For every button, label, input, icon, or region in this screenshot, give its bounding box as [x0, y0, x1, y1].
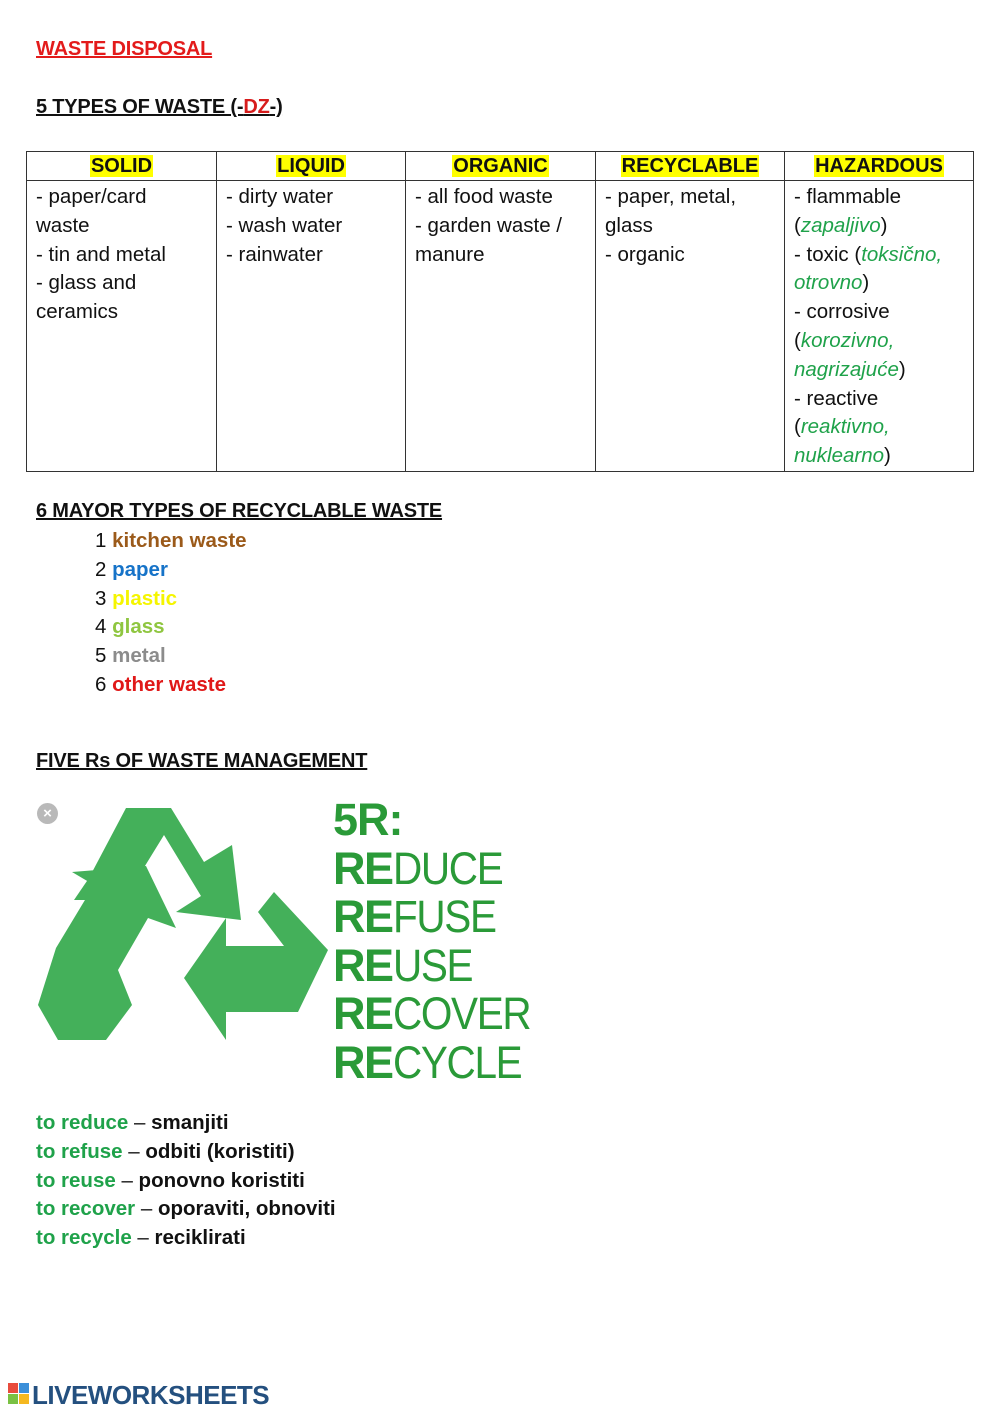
cell-line: - paper/card [36, 185, 147, 208]
cell-line: - paper, metal, [605, 185, 737, 208]
dash: – [128, 1111, 152, 1134]
hazard-reactive: - reactive [794, 386, 879, 410]
item-label: metal [112, 644, 166, 668]
header-recyclable [596, 152, 785, 181]
translation: zapaljivo [800, 213, 881, 237]
paren-close: ) [884, 444, 891, 468]
hazard-reactive-translation [794, 413, 965, 442]
header-hazardous [785, 152, 974, 181]
translation: toksično, [861, 242, 943, 266]
item-label: plastic [112, 586, 178, 610]
cell-recyclable [596, 181, 785, 472]
r-word-rest: CYCLE [392, 1036, 521, 1088]
cell-line: - all food waste [415, 185, 553, 208]
dash: – [135, 1197, 158, 1221]
translation: korozivno, [800, 328, 895, 352]
header-liquid-label: LIQUID [277, 154, 345, 177]
recycle-icon [36, 800, 336, 1085]
list-item [95, 585, 247, 614]
term-en: to refuse [36, 1139, 123, 1163]
hazard-flammable-translation [794, 212, 965, 241]
term-hr: smanjiti [151, 1111, 229, 1134]
term-en: to reduce [36, 1111, 129, 1134]
item-label: glass [112, 615, 165, 639]
cell-solid [27, 181, 217, 472]
paren-open: ( [794, 415, 801, 439]
list-item [95, 671, 247, 700]
dz-highlight: DZ [243, 96, 270, 118]
liveworksheets-icon [8, 1383, 30, 1405]
item-label: paper [112, 557, 168, 581]
list-item [95, 613, 247, 642]
r-word-rest: FUSE [392, 891, 496, 942]
item-number: 3 [95, 586, 107, 610]
r-word-prefix: RE [333, 1036, 393, 1088]
translation: reaktivno, [800, 415, 890, 439]
waste-types-table [26, 151, 974, 472]
r-word [333, 842, 545, 894]
table-header-row [27, 152, 974, 181]
hazard-corrosive: - corrosive [794, 300, 890, 324]
paren-open: ( [794, 213, 801, 237]
r-word-prefix: RE [333, 988, 393, 1039]
header-solid-label: SOLID [90, 154, 153, 177]
r-word [333, 990, 545, 1039]
paren-close: ) [862, 271, 870, 295]
header-solid [27, 152, 217, 181]
recycle-arrow-left [38, 866, 176, 1040]
hazard-flammable: - flammable [794, 185, 902, 208]
item-number: 5 [95, 644, 107, 668]
translation: otrovno [794, 271, 863, 295]
cell-line: - garden waste / [415, 213, 562, 237]
glossary-item [36, 1109, 336, 1138]
cell-line: - wash water [226, 213, 343, 237]
item-label: kitchen waste [112, 529, 247, 552]
hazard-toxic-label: - toxic ( [794, 242, 862, 266]
r-word-prefix: RE [333, 842, 393, 894]
r-word [333, 1036, 545, 1088]
header-organic [406, 152, 596, 181]
recyclable-list [95, 527, 247, 700]
hazard-toxic [794, 241, 965, 270]
waste-types-heading-suffix: -) [269, 96, 283, 118]
term-en: to reuse [36, 1168, 116, 1192]
translation: nagrizajuće [794, 357, 899, 381]
close-icon[interactable]: × [37, 803, 58, 824]
r-word-prefix: RE [333, 891, 393, 942]
cell-line: - dirty water [226, 185, 334, 208]
r-word [333, 939, 545, 991]
header-hazardous-label: HAZARDOUS [815, 154, 943, 177]
header-liquid [217, 152, 406, 181]
cell-line: - tin and metal [36, 242, 166, 266]
term-en: to recover [36, 1197, 136, 1221]
paren-close: ) [898, 357, 906, 381]
cell-hazardous [785, 181, 974, 472]
dash: – [115, 1168, 139, 1192]
item-number: 2 [95, 557, 107, 581]
r-word [333, 893, 545, 942]
r-word-prefix: RE [333, 939, 393, 991]
list-item [95, 642, 247, 671]
cell-organic [406, 181, 596, 472]
table-row [27, 181, 974, 472]
r-word-rest: USE [392, 939, 472, 991]
cell-liquid [217, 181, 406, 472]
item-number: 6 [95, 672, 107, 696]
brand-name: LIVEWORKSHEETS [32, 1380, 270, 1410]
hazard-toxic-translation [794, 269, 965, 298]
hazard-corrosive-translation-2 [794, 356, 965, 385]
term-hr: odbiti (koristiti) [145, 1139, 295, 1163]
page-title: WASTE DISPOSAL [36, 38, 213, 60]
cell-line: - rainwater [226, 242, 323, 266]
glossary-item [36, 1224, 336, 1253]
list-item [95, 527, 247, 556]
five-rs-heading: FIVE Rs OF WASTE MANAGEMENT [36, 750, 368, 772]
recyclable-types-heading: 6 MAYOR TYPES OF RECYCLABLE WASTE [36, 500, 443, 522]
paren-open: ( [794, 328, 801, 352]
dash: – [131, 1226, 155, 1250]
item-number: 1 [95, 529, 107, 552]
hazard-reactive-translation-2 [794, 442, 965, 471]
header-recyclable-label: RECYCLABLE [621, 154, 759, 177]
list-item [95, 556, 247, 585]
cell-line: ceramics [36, 300, 119, 324]
five-rs-graphic [333, 796, 545, 1087]
glossary-list [36, 1109, 336, 1253]
five-rs-title: 5R: [333, 794, 403, 845]
glossary-item [36, 1195, 336, 1224]
term-hr: reciklirati [154, 1226, 246, 1250]
waste-types-heading [36, 96, 283, 119]
translation: nuklearno [794, 444, 885, 468]
hazard-corrosive-translation [794, 327, 965, 356]
term-en: to recycle [36, 1226, 132, 1250]
cell-line: waste [36, 213, 90, 237]
paren-close: ) [880, 213, 888, 237]
dash: – [122, 1139, 146, 1163]
cell-line: glass [605, 213, 653, 237]
term-hr: oporaviti, obnoviti [157, 1197, 336, 1221]
term-hr: ponovno koristiti [138, 1168, 305, 1192]
glossary-item [36, 1167, 336, 1196]
r-word-rest: COVER [392, 988, 530, 1039]
r-word-rest: DUCE [392, 842, 502, 894]
cell-line: manure [415, 242, 485, 266]
item-number: 4 [95, 615, 107, 639]
header-organic-label: ORGANIC [453, 154, 548, 177]
glossary-item [36, 1138, 336, 1167]
waste-types-heading-prefix: 5 TYPES OF WASTE (- [36, 96, 244, 118]
cell-line: - organic [605, 242, 685, 266]
item-label: other waste [112, 672, 227, 696]
cell-line: - glass and [36, 271, 137, 295]
